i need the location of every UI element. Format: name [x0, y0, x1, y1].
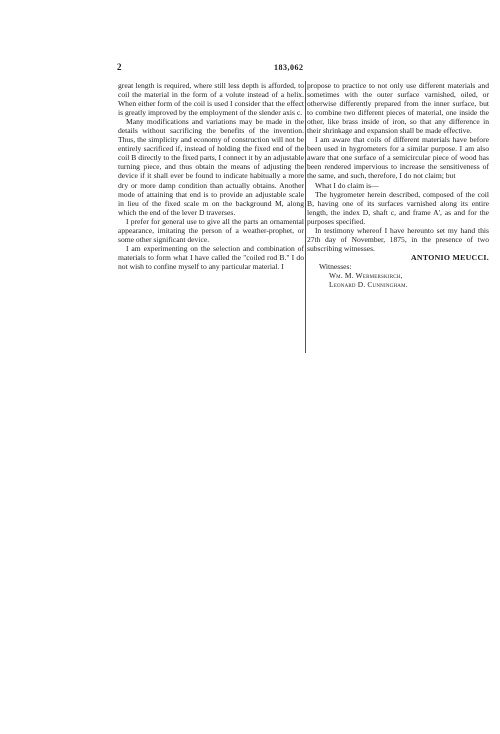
- witness-name: Wm. M. Wermerskirch,: [329, 270, 403, 280]
- inventor-signature: ANTONIO MEUCCI.: [411, 252, 489, 262]
- witnesses-label: Witnesses:: [319, 261, 352, 271]
- claim-text: The hygrometer herein described, composed of the coil B, having one of its surfaces varnished along its entire length, the index D, shaft c, and frame A', as and for the purposes specified.: [307, 189, 489, 226]
- patent-number: 183,062: [274, 63, 304, 72]
- right-paragraph-2: I am aware that coils of different materials have before been used in hygrometers for a similar purpose. I am also aware that one surface of a semicircular piece of wood has been rendered impervious to increase the sensitiveness of the same, and such, therefore, I do not claim; but: [307, 135, 489, 181]
- claim-intro: What I do claim is—: [315, 180, 379, 190]
- right-paragraph-1: propose to practice to not only use different materials and sometimes with the outer surface varnished, oiled, or otherwise differently prepared from the inner surface, but to combine two different pieces of material, one inside the other, like brass inside of iron, so that any difference in their shrinkage and expansion shall be made effective.: [307, 81, 489, 136]
- left-text-column: [118, 81, 304, 271]
- column-divider: [305, 81, 306, 353]
- page-number: 2: [117, 62, 122, 72]
- testimony-paragraph: In testimony whereof I have hereunto set my hand this 27th day of November, 1875, in the presence of two subscribing witnesses.: [307, 225, 489, 253]
- witness-name: Leonard D. Cunningham.: [329, 280, 408, 290]
- right-text-column: [307, 81, 489, 289]
- left-paragraph-4: I am experimenting on the selection and combination of materials to form what I have called the "coiled rod B." I do not wish to confine myself to any particular material. I: [118, 243, 304, 271]
- left-paragraph-3: I prefer for general use to give all the parts an ornamental appearance, imitating the person of a weather-prophet, or some other significant device.: [118, 216, 304, 244]
- left-paragraph-2: Many modifications and variations may be made in the details without sacrificing the benefits of the invention. Thus, the simplicity and economy of construction will not be entirely sacrificed if, instead of holding the fixed end of the coil B directly to the fixed parts, I connect it by an adjustable turning piece, and thus obtain the means of adjusting the device if it shall ever be found to indicate habitually a more dry or more damp condition than actually obtains. Another mode of attaining that end is to provide an adjustable scale in lieu of the fixed scale m on the background M, along which the end of the lever D traverses.: [118, 117, 304, 217]
- left-paragraph-1: great length is required, where still less depth is afforded, to coil the material in the form of a volute instead of a helix. When either form of the coil is used I consider that the effect is greatly improved by the employment of the slender axis c.: [118, 81, 304, 118]
